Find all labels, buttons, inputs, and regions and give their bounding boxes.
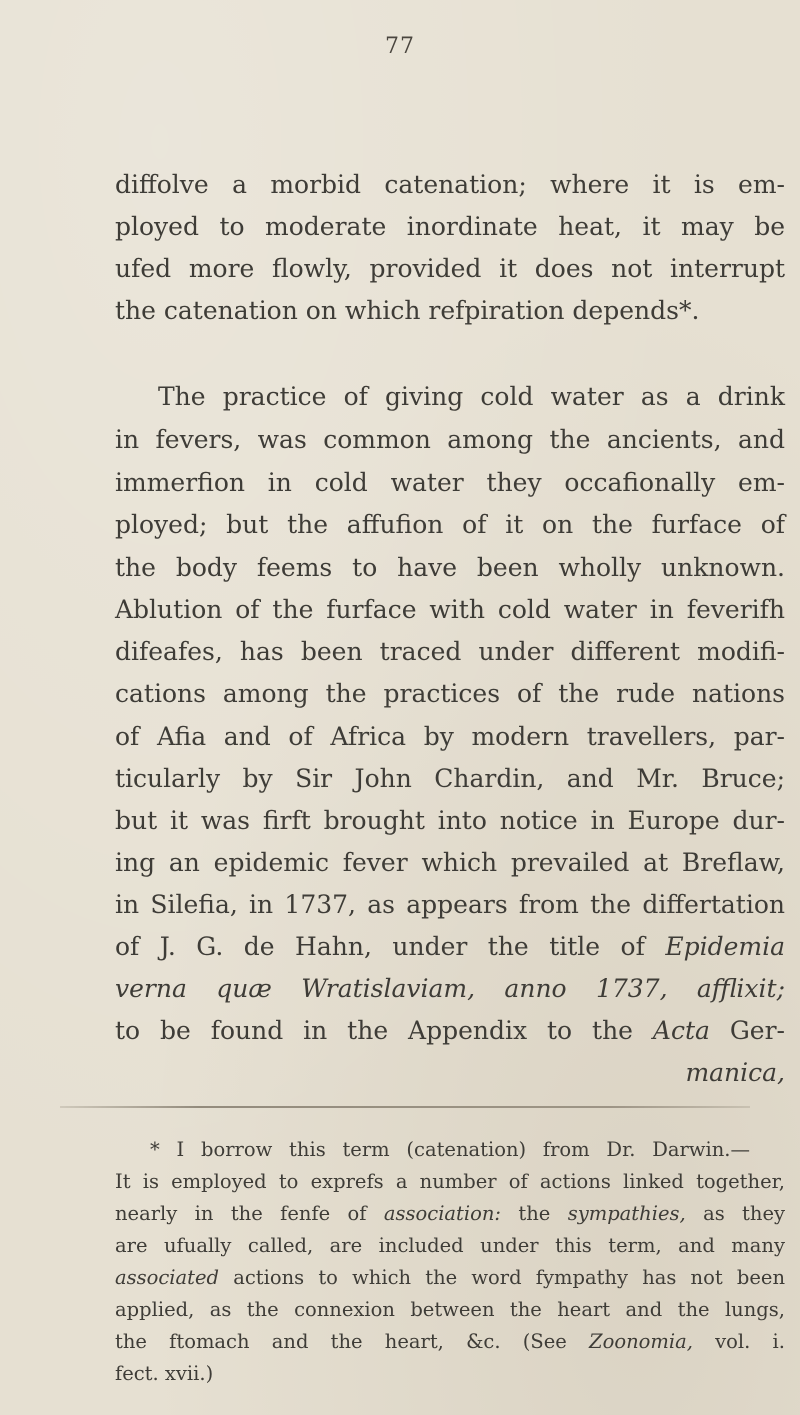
text-segment: to be found in the Appendix to the [115, 1016, 633, 1045]
text-segment: of J. G. de Hahn, under the title of [115, 932, 645, 961]
text-line: ing an epidemic fever which prevailed at Breflaw, [115, 848, 785, 877]
italic-term: association: [383, 1202, 501, 1225]
catchword: manica, [685, 1058, 785, 1087]
footnote-line: applied, as the connexion between the heart and the lungs, [115, 1298, 785, 1321]
text-line [115, 934, 785, 959]
text-line: ployed to moderate inordinate heat, it may be [115, 212, 785, 241]
italic-title: Zoonomia, [589, 1330, 693, 1353]
text-segment: vol. i. [715, 1330, 785, 1353]
footnote-line: * I borrow this term (catenation) from Dr. Darwin.— [150, 1138, 750, 1161]
italic-title: verna quæ Wratislaviam, anno 1737, afflixit; [115, 974, 785, 1003]
text-line: ufed more flowly, provided it does not interrupt [115, 254, 785, 283]
text-line [115, 1018, 785, 1043]
italic-title: Acta [652, 1016, 710, 1045]
page-number: 77 [385, 34, 415, 59]
text-segment: as they [703, 1202, 786, 1225]
text-line: diffolve a morbid catenation; where it is em- [115, 170, 785, 199]
footnote-line: fect. xvii.) [115, 1362, 214, 1385]
footnote-line [115, 1332, 785, 1352]
text-segment: Ger- [729, 1016, 785, 1045]
text-line: of Afia and of Africa by modern travellers, par- [115, 722, 785, 751]
text-segment: the [518, 1202, 551, 1225]
italic-term: sympathies, [567, 1202, 686, 1225]
footnote-line [115, 1268, 785, 1288]
footnote-line: are ufually called, are included under this term, and many [115, 1234, 785, 1257]
text-segment: actions to which the word fympathy has not been [233, 1266, 785, 1289]
italic-title: Epidemia [665, 932, 785, 961]
text-segment: nearly in the fenfe of [115, 1202, 367, 1225]
text-line: The practice of giving cold water as a drink [158, 382, 785, 411]
text-line: immerfion in cold water they occafionally em- [115, 468, 785, 497]
text-line: Ablution of the furface with cold water in feverifh [115, 595, 785, 624]
footnote-line [115, 1204, 785, 1224]
text-segment: the ftomach and the heart, &c. (See [115, 1330, 567, 1353]
text-line: ticularly by Sir John Chardin, and Mr. Bruce; [115, 764, 785, 793]
text-line: but it was firft brought into notice in Europe dur- [115, 806, 785, 835]
text-line: cations among the practices of the rude nations [115, 679, 785, 708]
text-line: in Silefia, in 1737, as appears from the differtation [115, 890, 785, 919]
text-line: in fevers, was common among the ancients, and [115, 425, 785, 454]
text-line: the body feems to have been wholly unknown. [115, 553, 785, 582]
italic-term: associated [115, 1266, 220, 1289]
text-line: difeafes, has been traced under different modifi- [115, 637, 785, 666]
text-line [115, 976, 785, 1001]
text-line: ployed; but the affufion of it on the furface of [115, 510, 785, 539]
footnote-rule [60, 1106, 750, 1108]
text-line: the catenation on which refpiration depends*. [115, 296, 700, 325]
footnote-line: It is employed to exprefs a number of actions linked together, [115, 1170, 785, 1193]
